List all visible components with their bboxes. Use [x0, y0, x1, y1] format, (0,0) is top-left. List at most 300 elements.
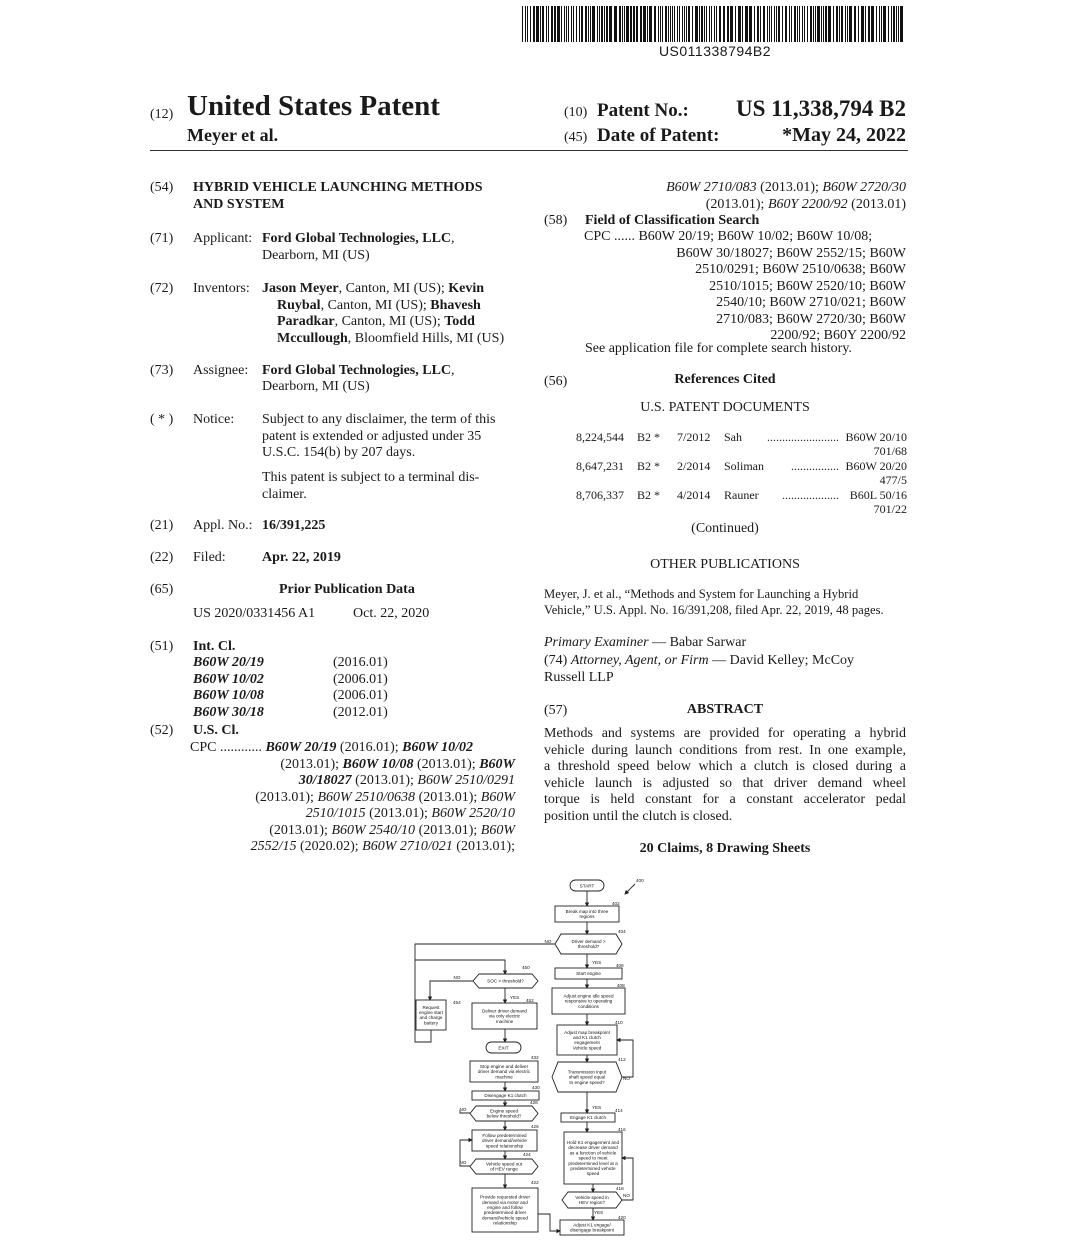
barcode-bar: [674, 6, 675, 42]
barcode-bar: [599, 6, 600, 42]
text-line: Subject to any disclaimer, the term of this: [262, 412, 496, 427]
document-title: United States Patent: [187, 90, 440, 122]
inventors-list: [262, 281, 517, 347]
text-segment: (2013.01);: [351, 773, 418, 788]
text-segment: , Canton, MI (US);: [338, 281, 449, 296]
flowchart-text: Disengage K1 clutch: [484, 1093, 527, 1099]
text-segment: (2013.01);: [280, 756, 343, 772]
barcode-bar: [688, 6, 690, 42]
barcode-bar: [828, 6, 831, 42]
field-52-code: (52): [150, 723, 174, 738]
barcode-bar: [522, 6, 523, 42]
barcode-bar: [706, 6, 707, 42]
classification-search-line: 2710/083; B60W 2720/30; B60W: [716, 311, 906, 327]
flowchart-text: machine: [495, 1074, 513, 1080]
flowchart-text: as a function of vehicle: [569, 1150, 617, 1156]
barcode-bar: [815, 6, 816, 42]
step-number: 426: [531, 1124, 539, 1129]
barcode-bar: [745, 6, 748, 42]
barcode-number: US011338794B2: [658, 43, 772, 59]
reference-kind: B2 *: [637, 430, 661, 444]
text-segment: B60W 2540/10: [331, 822, 416, 838]
us-cl-line: [190, 839, 515, 856]
barcode-bar: [699, 6, 700, 42]
barcode-bar: [551, 6, 553, 42]
barcode-bar: [823, 6, 824, 42]
attorney-line1: [544, 653, 854, 670]
prior-publication-title: Prior Publication Data: [279, 582, 415, 597]
flowchart-text: below threshold?: [486, 1113, 522, 1119]
flowchart-connector: [430, 981, 473, 1000]
reference-row: [545, 430, 907, 458]
text-segment: B60W 2510/0291: [417, 773, 515, 788]
flowchart-text: Engine speed: [489, 1108, 519, 1114]
inventors-label: Inventors:: [193, 281, 250, 296]
barcode-bar: [847, 6, 848, 42]
barcode-bar: [861, 6, 864, 42]
barcode-bar: [679, 6, 680, 42]
reference-class: B60W 20/20: [845, 459, 907, 473]
yes-label: YES: [592, 1105, 602, 1110]
us-cl-list: [190, 740, 515, 856]
step-number: 428: [530, 1100, 538, 1105]
classification-search-line: 2510/1015; B60W 2520/10; B60W: [709, 278, 906, 294]
reference-leader-dots: ........................: [767, 430, 839, 444]
step-number: 414: [615, 1108, 623, 1113]
text-segment: B60W 10/02: [402, 740, 474, 755]
other-publications-text: [544, 586, 908, 618]
flowchart-connector: [538, 1214, 560, 1231]
flowchart-text: Request: [422, 1004, 440, 1010]
barcode-bar: [561, 6, 562, 42]
barcode-bar: [670, 6, 671, 42]
flowchart-text: SOC > threshold?: [487, 978, 524, 984]
barcode-bar: [579, 6, 580, 42]
barcode-bar: [774, 6, 775, 42]
flowchart-text: demand via motor and: [482, 1199, 528, 1205]
reference-number: 8,224,544: [576, 430, 624, 444]
barcode-bar: [530, 6, 531, 42]
barcode-bar: [564, 6, 565, 42]
int-cl-row: [193, 655, 433, 671]
yes-label: YES: [592, 960, 602, 965]
barcode-bar: [662, 6, 663, 42]
barcode-bar: [782, 6, 783, 42]
flowchart-text: of HEV range: [490, 1166, 518, 1172]
barcode-bar: [836, 6, 838, 42]
attorney-line2: Russell LLP: [544, 670, 614, 685]
barcode-bar: [849, 6, 852, 42]
barcode-bar: [692, 6, 693, 42]
text-segment: Mccullough: [277, 330, 348, 346]
barcode-bar: [654, 6, 656, 42]
text-segment: B60W 2720/30: [822, 180, 906, 195]
text-segment: CPC ............: [190, 740, 266, 755]
field-58-code: (58): [544, 213, 568, 228]
barcode-bar: [643, 6, 646, 42]
code-12: (12): [150, 107, 174, 122]
examiner-name: — Babar Sarwar: [648, 635, 747, 650]
barcode-bar: [665, 6, 667, 42]
flowchart-text: driver demand via electric: [477, 1069, 531, 1075]
field-71-code: (71): [150, 231, 174, 246]
start-label: START: [579, 883, 595, 889]
text-segment: (2013.01);: [255, 789, 318, 805]
text-segment: Kevin: [448, 281, 485, 296]
barcode-bar: [554, 6, 556, 42]
text-segment: B60W: [479, 756, 515, 772]
flowchart-text: engine and follow: [487, 1205, 523, 1210]
barcode-bar: [709, 6, 710, 42]
text-segment: 2510/1015: [305, 806, 366, 821]
flowchart-shapes: [415, 878, 644, 1235]
flowchart-text: speed: [586, 1171, 600, 1177]
us-cl-continued-line: [590, 180, 906, 197]
applicant-name: Ford Global Technologies, LLC: [262, 231, 452, 246]
step-number: 422: [531, 1180, 539, 1185]
barcode-bar: [590, 6, 591, 42]
flowchart-connector: [415, 944, 555, 960]
reference-inventor: Rauner: [724, 488, 759, 502]
terminal-disclaimer: [262, 470, 514, 503]
no-label: NO: [623, 1193, 630, 1198]
us-cl-continued-line: [590, 197, 906, 214]
barcode-bar: [609, 6, 612, 42]
barcode-bar: [619, 6, 621, 42]
barcode-bar: [879, 6, 880, 42]
flowchart-text: Adjust map breakpoint: [564, 1029, 610, 1035]
reference-number: 8,706,337: [576, 488, 624, 502]
flowchart-text: Hold K1 engagement and: [566, 1140, 620, 1145]
barcode-bar: [825, 6, 827, 42]
flowchart-text: predetermined level at a: [568, 1160, 618, 1166]
no-label: NO: [623, 1076, 630, 1081]
barcode-bar: [813, 6, 814, 42]
us-cl-line: [190, 757, 515, 774]
text-segment: B60W 20/19: [265, 740, 337, 755]
attorney-code: (74): [544, 653, 571, 668]
text-segment: B60W: [480, 822, 515, 838]
step-number: 402: [612, 901, 620, 906]
flowchart-text: and charge: [419, 1015, 443, 1021]
field-54-code: (54): [150, 180, 174, 195]
inventors-line: [262, 281, 517, 298]
step-number: 432: [531, 1055, 539, 1060]
classification-search-title: Field of Classification Search: [585, 213, 760, 228]
assignee-line1: [262, 363, 455, 380]
text-segment: (2020.02);: [296, 839, 363, 854]
barcode-bar: [771, 6, 772, 42]
barcode-bar: [871, 6, 874, 42]
text-line: This patent is subject to a terminal dis-: [262, 470, 480, 485]
flowchart-text: Stop engine and deliver: [479, 1063, 529, 1069]
barcode-bar: [527, 6, 528, 42]
barcode-bar: [881, 6, 882, 42]
barcode-bar: [841, 6, 843, 42]
applicant-label: Applicant:: [193, 231, 253, 246]
barcode-bar: [614, 6, 617, 42]
barcode-bar: [797, 6, 798, 42]
reference-class: B60L 50/16: [849, 488, 907, 502]
barcode-bar: [626, 6, 629, 42]
barcode-bar: [686, 6, 687, 42]
barcode-bar: [719, 6, 721, 42]
flowchart-text: Transmission input: [567, 1069, 607, 1075]
barcode-bar: [876, 6, 877, 42]
field-65-code: (65): [150, 582, 174, 597]
abstract-line: position until the clutch is closed.: [544, 808, 733, 824]
reference-subclass: 701/68: [873, 444, 907, 458]
text-line: patent is extended or adjusted under 35: [262, 428, 482, 444]
barcode-bar: [727, 6, 729, 42]
flowchart-text: driver demand/vehicle: [482, 1138, 527, 1144]
patent-number: US 11,338,794 B2: [736, 96, 906, 121]
references-table: [545, 430, 907, 520]
reference-row: [545, 459, 907, 487]
reference-inventor: Sah: [724, 430, 742, 444]
barcode-bar: [684, 6, 685, 42]
barcode-bar: [898, 6, 899, 42]
barcode-bar: [573, 6, 574, 42]
no-label: NO: [544, 939, 552, 944]
reference-leader-dots: ...................: [782, 488, 839, 502]
text-segment: (2016.01);: [336, 740, 403, 755]
int-cl-list: [193, 655, 433, 723]
barcode-bar: [794, 6, 796, 42]
abstract-line: vehicle during launch conditions from rest. In one example,: [544, 742, 906, 758]
flowchart-text: regions: [579, 914, 595, 920]
applicant-comma: ,: [451, 231, 455, 246]
int-cl-class: B60W 10/08: [193, 688, 264, 703]
step-number: 454: [453, 1000, 461, 1005]
step-number: 416: [618, 1127, 626, 1132]
flowchart-text: Deliver driver demand: [482, 1008, 527, 1014]
no-label: NO: [459, 1160, 467, 1165]
text-segment: B60W 2510/0638: [317, 789, 416, 805]
classification-search-list: [570, 229, 906, 345]
assignee-label: Assignee:: [193, 363, 249, 378]
flowchart-text: Break map into three: [565, 909, 609, 914]
flowchart-text: HEV region?: [578, 1200, 606, 1206]
text-segment: , Bloomfield Hills, MI (US): [347, 330, 505, 346]
flowchart-text: Start engine: [576, 971, 601, 977]
int-cl-row: [193, 688, 433, 704]
assignee-name: Ford Global Technologies, LLC: [262, 363, 452, 378]
flowchart-text: Vehicle speed: [572, 1045, 602, 1051]
code-10: (10): [564, 105, 588, 120]
text-segment: (2013.01);: [413, 756, 480, 772]
yes-label: YES: [594, 1210, 604, 1215]
reference-subclass: 477/5: [879, 473, 907, 487]
barcode-bar: [893, 6, 895, 42]
no-label: NO: [453, 975, 461, 980]
barcode-bar: [789, 6, 790, 42]
barcode-bar: [900, 6, 903, 42]
header-divider: [150, 150, 908, 151]
reference-date: 4/2014: [677, 488, 711, 502]
flowchart-text: engagement: [574, 1040, 600, 1046]
text-segment: B60W 2710/021: [362, 839, 453, 854]
text-segment: (2013.01);: [415, 789, 481, 805]
flowchart-text: speed relationship: [485, 1143, 524, 1149]
text-segment: (2013.01): [847, 196, 906, 212]
attorney-names: — David Kelley; McCoy: [708, 653, 855, 668]
field-57-code: (57): [544, 703, 568, 718]
abstract-line: torque is held constant for a constant accelerator pedal: [544, 792, 906, 807]
barcode-bar: [630, 6, 632, 42]
step-number: 418: [616, 1186, 624, 1191]
other-publications-title: OTHER PUBLICATIONS: [650, 557, 800, 572]
authors: Meyer et al.: [187, 125, 279, 145]
reference-subclass: 701/22: [873, 502, 907, 516]
field-73-code: (73): [150, 363, 174, 378]
flowchart-figure: [400, 870, 660, 1240]
int-cl-version: (2012.01): [333, 704, 388, 720]
barcode-bar: [767, 6, 768, 42]
step-number: 424: [523, 1152, 531, 1157]
text-segment: (2013.01);: [452, 839, 515, 854]
reference-kind: B2 *: [637, 488, 661, 502]
barcode-bar: [723, 6, 725, 42]
other-publication-line: Meyer, J. et al., “Methods and System for Launching a Hybrid: [544, 587, 859, 601]
text-segment: B60Y 2200/92: [767, 196, 848, 212]
us-cl-continued: [590, 180, 906, 213]
flowchart-text: threshold?: [577, 944, 600, 950]
int-cl-class: B60W 30/18: [193, 704, 264, 720]
notice-text: [262, 412, 514, 462]
primary-examiner: [544, 635, 746, 652]
barcode-bar: [581, 6, 583, 42]
text-segment: Bhavesh: [430, 297, 481, 313]
examiner-label: Primary Examiner: [544, 635, 649, 650]
int-cl-version: (2006.01): [333, 671, 388, 687]
barcode-bar: [757, 6, 759, 42]
text-segment: 2552/15: [250, 839, 297, 854]
reference-leader-dots: ................: [791, 459, 839, 473]
barcode-bar: [704, 6, 705, 42]
barcode-bar: [754, 6, 755, 42]
exit-label: EXIT: [498, 1045, 509, 1051]
reference-inventor: Soliman: [724, 459, 765, 473]
flowchart-text: speed to meet: [578, 1155, 608, 1161]
text-segment: 30/18027: [298, 773, 352, 788]
barcode-bar: [546, 6, 547, 42]
text-segment: B60W 10/08: [342, 756, 414, 772]
assignee-comma: ,: [451, 363, 455, 378]
text-segment: B60W 2710/083: [666, 180, 757, 195]
barcode-bar: [566, 6, 567, 42]
classification-search-line: 2200/92; B60Y 2200/92: [770, 328, 906, 343]
flowchart-text: Vehicle speed in: [575, 1195, 609, 1200]
flowchart-text: engine start: [418, 1010, 444, 1015]
appl-no-value: 16/391,225: [262, 518, 326, 533]
barcode-bar: [660, 6, 661, 42]
us-cl-line: [190, 790, 515, 807]
field-21-code: (21): [150, 518, 174, 533]
barcode-bar: [858, 6, 859, 42]
barcode-bar: [571, 6, 572, 42]
abstract-title: ABSTRACT: [686, 702, 764, 717]
classification-search-line: 2510/0291; B60W 2510/0638; B60W: [695, 262, 906, 277]
us-cl-line: [190, 773, 515, 790]
flowchart-text: shaft speed equal: [568, 1074, 606, 1080]
filed-label: Filed:: [193, 550, 226, 565]
field-72-code: (72): [150, 281, 174, 296]
field-22-code: (22): [150, 550, 174, 565]
yes-label: YES: [510, 995, 520, 1000]
flowchart-text: Driver demand >: [571, 939, 606, 944]
step-number: 452: [526, 998, 534, 1003]
barcode-bar: [776, 6, 777, 42]
invention-title-line2: AND SYSTEM: [193, 197, 285, 212]
text-segment: (2013.01);: [415, 822, 481, 838]
prior-publication-date: Oct. 22, 2020: [353, 606, 430, 621]
barcode-bar: [647, 6, 648, 42]
text-line: claimer.: [262, 486, 307, 502]
barcode-bar: [763, 6, 765, 42]
barcode-bar: [845, 6, 846, 42]
text-segment: (2013.01);: [269, 822, 332, 838]
step-number: 408: [617, 983, 625, 988]
flowchart-text: predetermined driver: [483, 1210, 527, 1216]
text-segment: Jason Meyer: [262, 281, 339, 296]
flowchart-text: battery: [423, 1020, 439, 1026]
classification-search-line: 2540/10; B60W 2710/021; B60W: [716, 295, 906, 310]
barcode-bar: [640, 6, 642, 42]
abstract-text: [544, 726, 906, 825]
barcode-bar: [568, 6, 569, 42]
flowchart-text: Engage K1 clutch: [569, 1115, 607, 1121]
int-cl-row: [193, 705, 433, 721]
reference-kind: B2 *: [637, 459, 661, 473]
reference-number: 8,647,231: [576, 459, 624, 473]
flowchart-text: Vehicle speed out: [485, 1161, 523, 1167]
barcode-bar: [865, 6, 866, 42]
barcode-bar: [769, 6, 770, 42]
date-label: Date of Patent:: [597, 125, 720, 146]
barcode-bar: [730, 6, 733, 42]
int-cl-version: (2006.01): [333, 688, 388, 703]
step-number: 406: [616, 963, 624, 968]
barcode-bar: [540, 6, 541, 42]
flowchart-text: Adjust K1 engage/: [573, 1222, 611, 1228]
text-segment: , Canton, MI (US);: [320, 297, 431, 313]
abstract-line: Methods and systems are provided for operating a hybrid: [544, 726, 906, 741]
flowchart-text: Follow predetermined: [482, 1132, 527, 1138]
text-segment: (2013.01);: [705, 196, 768, 212]
inventors-line: [277, 314, 517, 331]
barcode-bar: [701, 6, 703, 42]
flowchart-text: predetermined vehicle: [570, 1166, 616, 1171]
text-segment: B60W 2520/10: [431, 806, 515, 821]
barcode-bar: [799, 6, 800, 42]
step-number: 420: [618, 1215, 626, 1220]
us-cl-line: [190, 740, 515, 757]
barcode-bar: [735, 6, 736, 42]
flowchart-text: to engine speed?: [569, 1079, 605, 1085]
text-segment: Todd: [444, 314, 475, 329]
step-number: 412: [618, 1057, 626, 1062]
appl-no-label: Appl. No.:: [193, 518, 253, 533]
barcode-bar: [682, 6, 683, 42]
barcode-bar: [785, 6, 787, 42]
barcode-bar: [592, 6, 595, 42]
other-publication-line: Vehicle,” U.S. Appl. No. 16/391,208, filed Apr. 22, 2019, 48 pages.: [544, 603, 884, 617]
barcode-bar: [883, 6, 886, 42]
int-cl-version: (2016.01): [333, 655, 388, 670]
applicant-line1: [262, 231, 455, 248]
barcode-bar: [542, 6, 544, 42]
